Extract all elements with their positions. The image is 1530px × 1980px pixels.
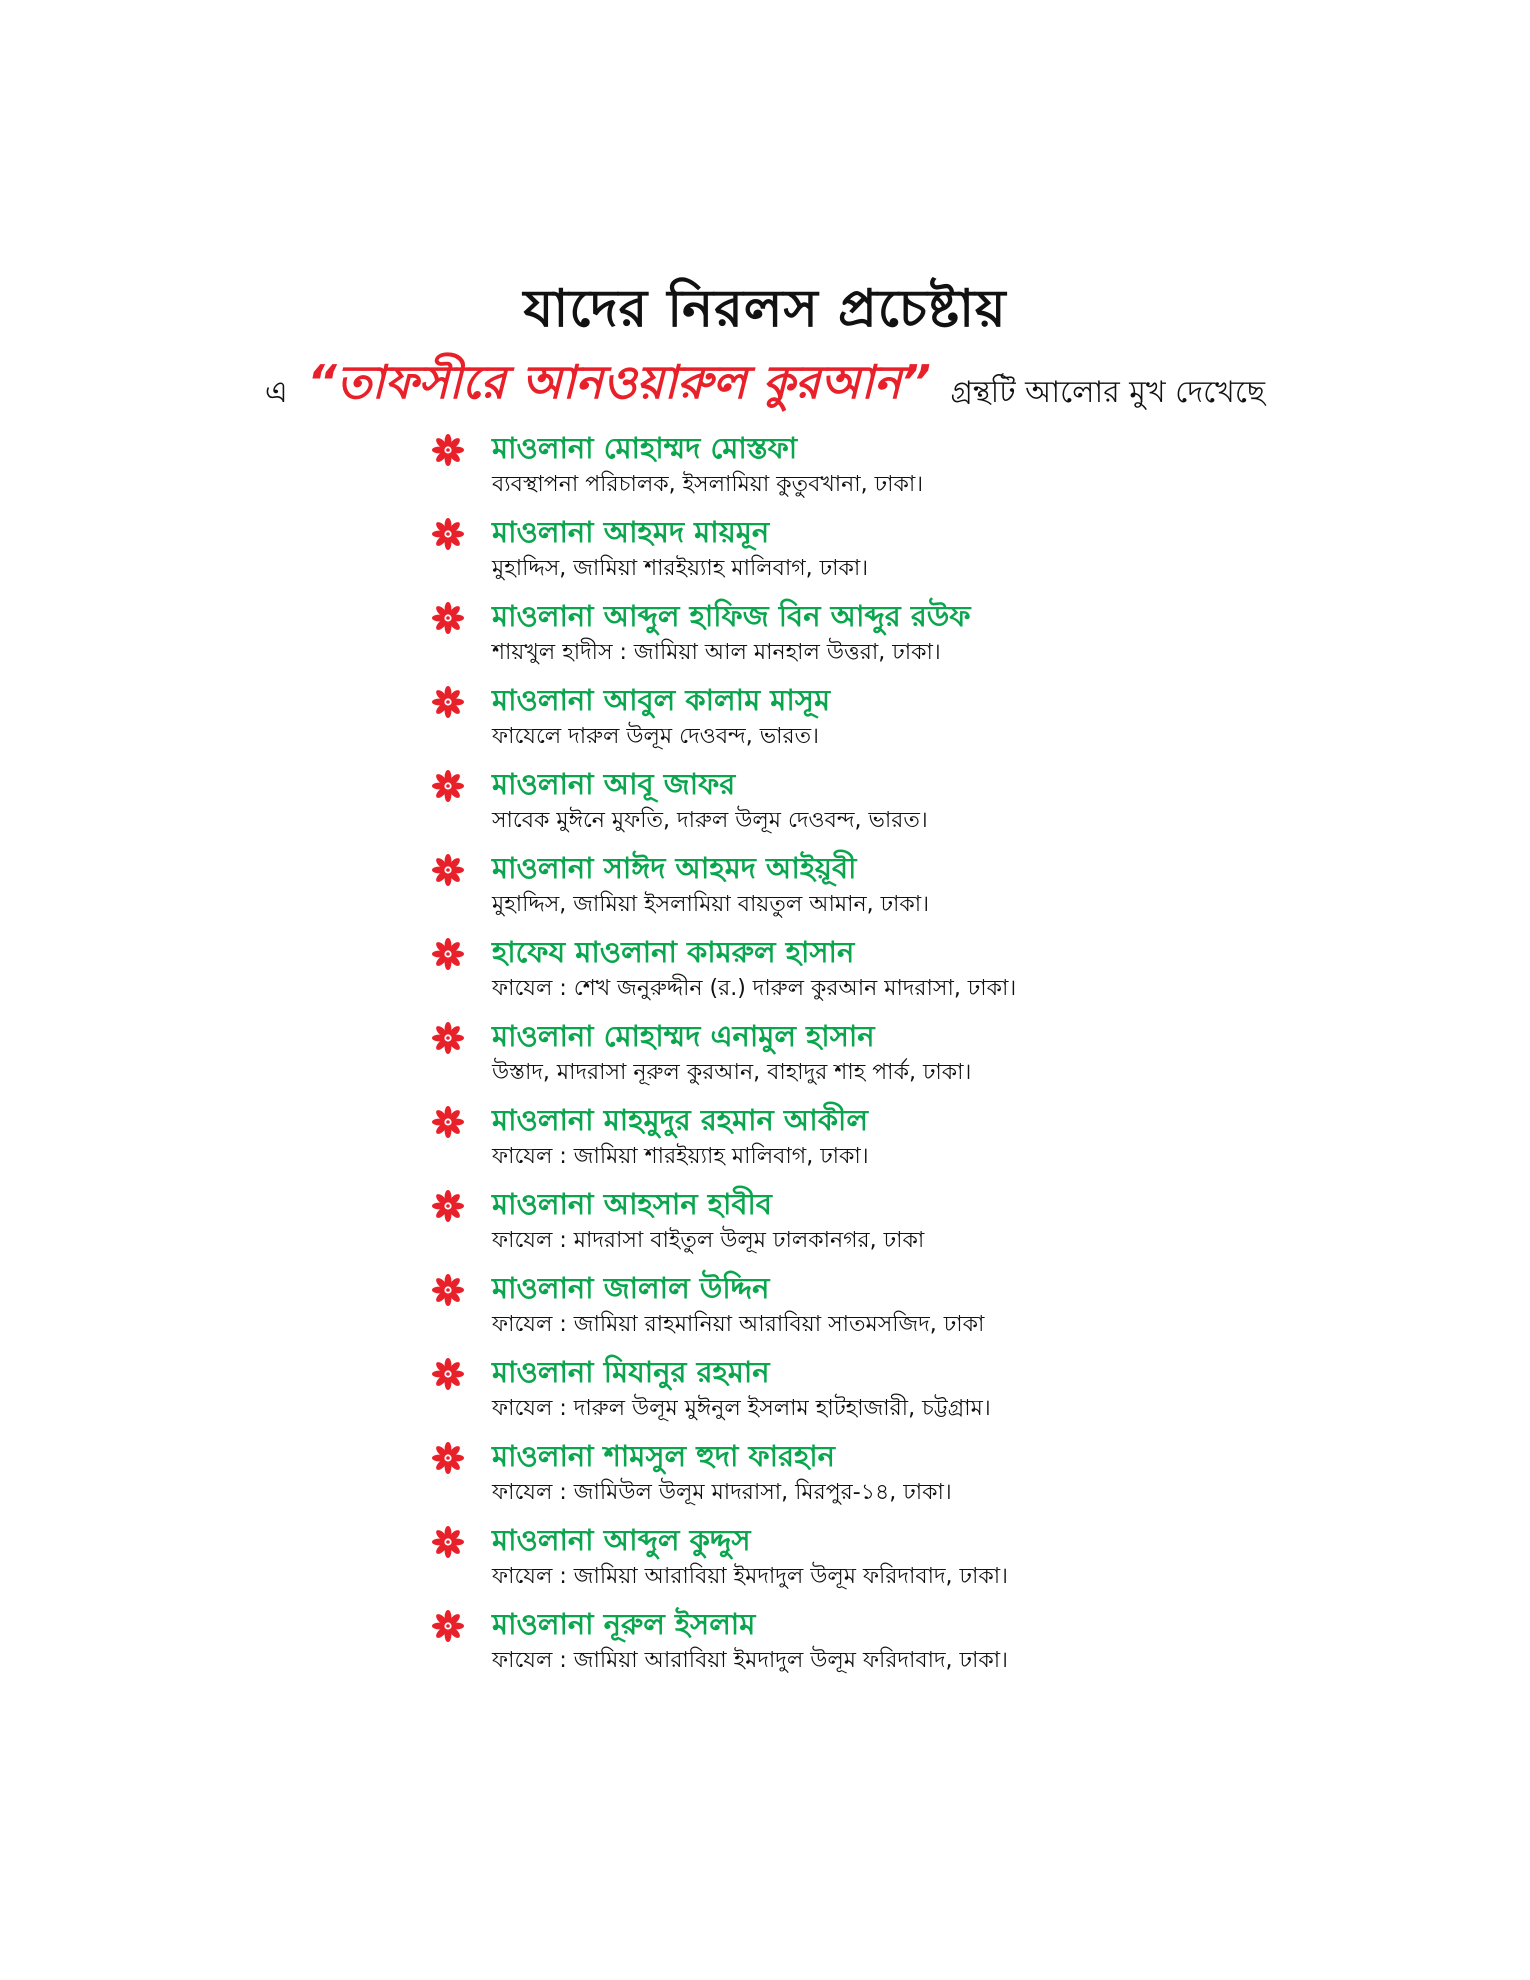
subheading-prefix: এ [264, 375, 288, 410]
contributor-entry [430, 1100, 1430, 1184]
contributor-entry [430, 512, 1430, 596]
contributor-name: মাওলানা নূরুল ইসলাম [492, 1607, 756, 1641]
contributor-entry [430, 1184, 1430, 1268]
contributor-name: মাওলানা আবুল কালাম মাসূম [492, 683, 831, 717]
contributor-name: মাওলানা মিযানুর রহমান [492, 1355, 770, 1389]
contributor-description: ফাযেল : মাদরাসা বাইতুল উলূম ঢালকানগর, ঢাকা [492, 1228, 925, 1253]
flower-bullet-icon [430, 600, 466, 636]
contributor-description: মুহাদ্দিস, জামিয়া ইসলামিয়া বায়তুল আমান, ঢাকা। [492, 892, 930, 917]
flower-bullet-icon [430, 1608, 466, 1644]
contributor-description: ফাযেল : জামিউল উলূম মাদরাসা, মিরপুর-১৪, ঢাকা। [492, 1480, 952, 1505]
contributor-description: ব্যবস্থাপনা পরিচালক, ইসলামিয়া কুতুবখানা, ঢাকা। [492, 472, 924, 497]
contributor-name: মাওলানা মাহমুদুর রহমান আকীল [492, 1103, 868, 1137]
contributor-entry [430, 428, 1430, 512]
contributor-name: মাওলানা জালাল উদ্দিন [492, 1271, 770, 1305]
page-heading: যাদের নিরলস প্রচেষ্টায় [523, 279, 1007, 339]
subheading [0, 352, 1530, 428]
flower-bullet-icon [430, 1440, 466, 1476]
flower-bullet-icon [430, 516, 466, 552]
flower-bullet-icon [430, 936, 466, 972]
contributor-entry [430, 764, 1430, 848]
flower-bullet-icon [430, 1524, 466, 1560]
contributor-entry [430, 1604, 1430, 1688]
contributors-list [430, 428, 1430, 1688]
flower-bullet-icon [430, 1188, 466, 1224]
flower-bullet-icon [430, 1104, 466, 1140]
contributor-entry [430, 596, 1430, 680]
flower-bullet-icon [430, 852, 466, 888]
contributor-description: মুহাদ্দিস, জামিয়া শারইয়্যাহ মালিবাগ, ঢাকা। [492, 556, 869, 581]
contributor-entry [430, 932, 1430, 1016]
contributor-entry [430, 1352, 1430, 1436]
contributor-name: মাওলানা আবূ জাফর [492, 767, 736, 801]
book-title: “তাফসীরে আনওয়ারুল কুরআন” [307, 355, 931, 409]
contributor-description: ফাযেল : জামিয়া শারইয়্যাহ মালিবাগ, ঢাকা। [492, 1144, 869, 1169]
contributor-description: ফাযেল : জামিয়া রাহমানিয়া আরাবিয়া সাতমসজিদ, ঢাকা [492, 1312, 985, 1337]
contributor-name: মাওলানা মোহাম্মদ এনামুল হাসান [492, 1019, 875, 1053]
contributor-description: ফাযেল : জামিয়া আরাবিয়া ইমদাদুল উলূম ফরিদাবাদ, ঢাকা। [492, 1564, 1009, 1589]
contributor-entry [430, 1016, 1430, 1100]
contributor-name: হাফেয মাওলানা কামরুল হাসান [492, 935, 855, 969]
contributor-description: উস্তাদ, মাদরাসা নূরুল কুরআন, বাহাদুর শাহ পার্ক, ঢাকা। [492, 1060, 972, 1085]
contributor-name: মাওলানা আব্দুল হাফিজ বিন আব্দুর রউফ [492, 599, 971, 633]
flower-bullet-icon [430, 1272, 466, 1308]
contributor-name: মাওলানা শামসুল হুদা ফারহান [492, 1439, 835, 1473]
flower-bullet-icon [430, 1020, 466, 1056]
contributor-description: সাবেক মুঈনে মুফতি, দারুল উলূম দেওবন্দ, ভারত। [492, 808, 928, 833]
flower-bullet-icon [430, 768, 466, 804]
contributor-description: শায়খুল হাদীস : জামিয়া আল মানহাল উত্তরা, ঢাকা। [492, 640, 941, 665]
contributor-entry [430, 848, 1430, 932]
flower-bullet-icon [430, 1356, 466, 1392]
contributor-name: মাওলানা মোহাম্মদ মোস্তফা [492, 431, 798, 465]
contributor-description: ফাযেল : শেখ জনুরুদ্দীন (র.) দারুল কুরআন মাদরাসা, ঢাকা। [492, 976, 1017, 1001]
contributor-description: ফাযেল : দারুল উলূম মুঈনুল ইসলাম হাটহাজারী, চট্টগ্রাম। [492, 1396, 991, 1421]
contributor-entry [430, 1520, 1430, 1604]
contributor-name: মাওলানা আহসান হাবীব [492, 1187, 772, 1221]
contributor-name: মাওলানা সাঈদ আহমদ আইয়ূবী [492, 851, 857, 885]
contributor-entry [430, 680, 1430, 764]
flower-bullet-icon [430, 684, 466, 720]
contributor-entry [430, 1268, 1430, 1352]
contributor-description: ফাযেল : জামিয়া আরাবিয়া ইমদাদুল উলূম ফরিদাবাদ, ঢাকা। [492, 1648, 1009, 1673]
flower-bullet-icon [430, 432, 466, 468]
subheading-suffix: গ্রন্থটি আলোর মুখ দেখেছে [950, 375, 1266, 410]
contributor-name: মাওলানা আহমদ মায়মূন [492, 515, 770, 549]
contributor-name: মাওলানা আব্দুল কুদ্দুস [492, 1523, 751, 1557]
contributor-description: ফাযেলে দারুল উলূম দেওবন্দ, ভারত। [492, 724, 819, 749]
contributor-entry [430, 1436, 1430, 1520]
